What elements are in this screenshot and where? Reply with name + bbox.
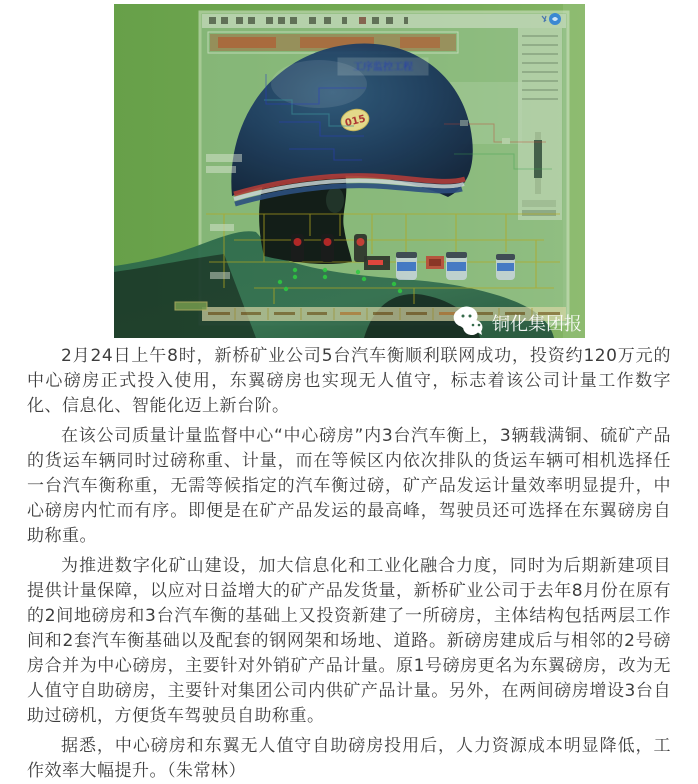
article-paragraph-3: 为推进数字化矿山建设，加大信息化和工业化融合力度，同时为后期新建项目提供计量保障，以应对日益增大的矿产品发货量，新桥矿业公司于去年8月份在原有的2间地磅房和3台汽车衡的基础上又投资新建了一所磅房，主体结构包括两层工作间和2套汽车衡基础以及配套的钢网架和场地、道路。新磅房建成后与相邻的2号磅房合并为中心磅房，主要针对外销矿产品计量。原1号磅房更名为东翼磅房，改为无人值守自助磅房，主要针对集团公司内供矿产品计量。另外，在两间磅房增设3台自助过磅机，方便货车驾驶员自助称重。 [27, 556, 671, 726]
status-side-label [175, 302, 207, 310]
screen-toolbar [202, 14, 566, 28]
article-photo [114, 4, 585, 338]
alarm-box [426, 256, 444, 269]
led-readout [364, 256, 390, 270]
helmet-badge-label: 015 [343, 113, 367, 130]
article-paragraph-2: 在该公司质量计量监督中心“中心磅房”内3台汽车衡上，3辆载满铜、硫矿产品的货运车辆同时过磅称重、计量，而在等候区内依次排队的货运车辆可相机选择任一台汽车衡称重，无需等候指定的汽车衡过磅，矿产品发运计量效率明显提升，中心磅房内忙而有序。即便是在矿产品发运的最高峰，驾驶员还可选择在东翼磅房自助称重。 [27, 426, 671, 546]
valve-cylinders [291, 234, 367, 262]
process-tanks [396, 252, 515, 280]
watermark-label: 铜化集团报 [491, 314, 582, 335]
screen-side-panel [518, 28, 562, 220]
article-paragraph-4: 据悉，中心磅房和东翼无人值守自助磅房投用后，人力资源成本明显降低，工作效率大幅提升。（朱常林） [27, 736, 671, 781]
slider-handle [534, 140, 542, 178]
article-body [0, 338, 698, 784]
photo-scene [114, 4, 585, 338]
screen-title-label: 工序监控工程 [352, 62, 413, 73]
worker-ear [326, 187, 344, 213]
screen-title-box [338, 58, 428, 75]
article-paragraph-1: 2月24日上午8时，新桥矿业公司5台汽车衡顺利联网成功，投资约120万元的中心磅房正式投入使用，东翼磅房也实现无人值守，标志着该公司计量工作数字化、信息化、智能化迈上新台阶。 [27, 346, 671, 416]
